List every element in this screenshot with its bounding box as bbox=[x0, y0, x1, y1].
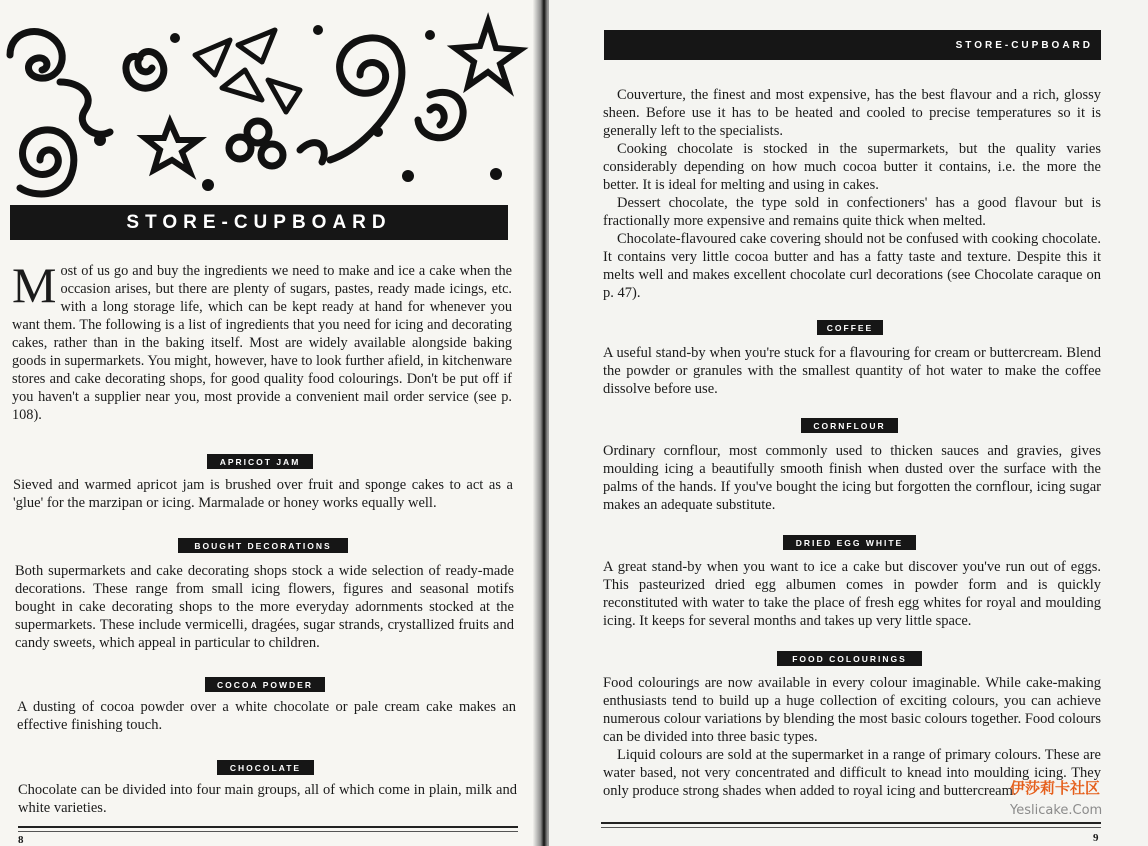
dot-icon bbox=[94, 134, 106, 146]
section-text-cornflour bbox=[603, 442, 1101, 514]
page-number-right: 9 bbox=[1093, 832, 1099, 844]
diamond-icon bbox=[195, 40, 230, 75]
section-heading-bought-decorations: BOUGHT DECORATIONS bbox=[178, 538, 348, 553]
paragraph-cornflour: Ordinary cornflour, most commonly used to thicken sauces and gravies, gives moulding icing a beautifully smooth finish when dusted over the surface with the palms of the hands. If you've bought the icing but forgotten the cornflour, icing sugar makes an adequate substitute. bbox=[603, 443, 1101, 513]
section-text-bought-decorations: Both supermarkets and cake decorating shops stock a wide selection of ready-made decorations. These range from small icing flowers, figures and seasonal motifs bought in cake decorating shops to the more everyday adornments stocked at the supermarkets. These include vermicelli, dragées, sugar strands, crystallized fruits and candy sweets, which appeal in particular to children. bbox=[15, 563, 514, 651]
paragraph-dessert-chocolate: Dessert chocolate, the type sold in confectioners' has a good flavour but is fractionally more expensive and remains quite thick when melted. bbox=[603, 195, 1101, 229]
left-page bbox=[0, 0, 541, 846]
paragraph-food-colourings: Food colourings are now available in every colour imaginable. While cake-making enthusiasts tend to build up a huge collection of exciting colours, you can achieve numerous colour variations by blending the most basic colours together. Food colours can be divided into three basic types. bbox=[603, 675, 1101, 745]
section-heading-chocolate: CHOCOLATE bbox=[217, 760, 314, 775]
footer-rule-right bbox=[601, 822, 1101, 824]
paragraph-couverture: Couverture, the finest and most expensive, has the best flavour and a rich, glossy sheen. Before use it has to be heated and cooled to precise temperatures so it is generally left to the specialists. bbox=[603, 87, 1101, 139]
section-text-chocolate: Chocolate can be divided into four main groups, all of which come in plain, milk and white varieties. bbox=[18, 782, 517, 816]
section-heading-dried-egg-white: DRIED EGG WHITE bbox=[783, 535, 916, 550]
paragraph-coffee: A useful stand-by when you're stuck for a flavouring for cream or buttercream. Blend the powder or granules with the smallest quantity of hot water to make the coffee dissolve before use. bbox=[603, 345, 1101, 397]
s-swirl-icon bbox=[60, 82, 110, 134]
footer-rule bbox=[18, 826, 518, 828]
watermark-site: Yeslicake.Com bbox=[1010, 803, 1103, 818]
page-number-left: 8 bbox=[18, 834, 24, 846]
drop-cap: M bbox=[12, 257, 57, 313]
heart-swirl-icon bbox=[126, 52, 164, 89]
spiral-swirl-icon bbox=[10, 32, 62, 79]
paragraph-liquid-colours: Liquid colours are sold at the supermarket in a range of primary colours. These are water based, not very concentrated and difficult to knead into moulding icing. They only produce strong shades when added to royal icing and buttercream. bbox=[603, 747, 1101, 799]
section-heading-cornflour: CORNFLOUR bbox=[801, 418, 898, 433]
section-text-cocoa-powder: A dusting of cocoa powder over a white chocolate or pale cream cake makes an effective finishing touch. bbox=[17, 699, 516, 733]
section-heading-coffee: COFFEE bbox=[817, 320, 883, 335]
section-text-coffee bbox=[603, 344, 1101, 398]
decorative-motifs bbox=[0, 0, 541, 200]
chocolate-types-text bbox=[603, 86, 1101, 302]
intro-text: ost of us go and buy the ingredients we need to make and ice a cake when the occasion arises, but there are plenty of sugars, pastes, ready made icings, etc. with a long storage life, which can be kept ready at hand for whenever you want them. The following is a list of ingredients that you need for icing and decorating cakes, rather than in the baking itself. Most are widely available alongside baking goods in supermarkets. You might, however, have to look further afield, in kitchenware stores and cake decorating shops, for good quality food colourings. Don't be put off if you haven't a supplier near you, most provide a convenient mail order service (see p. 108). bbox=[12, 263, 512, 423]
intro-paragraph bbox=[12, 257, 512, 424]
running-header: STORE-CUPBOARD bbox=[604, 30, 1101, 60]
watermark bbox=[1010, 779, 1102, 820]
watermark-chinese: 伊莎莉卡社区 bbox=[1010, 779, 1101, 797]
paragraph-cooking-chocolate: Cooking chocolate is stocked in the supermarkets, but the quality varies considerably depending on how much cocoa butter it contains, i.e. the more the better. It is ideal for melting and using in cakes. bbox=[603, 141, 1101, 193]
star-icon bbox=[145, 122, 198, 172]
section-heading-food-colourings: FOOD COLOURINGS bbox=[777, 651, 922, 666]
star-right-icon bbox=[455, 22, 520, 88]
section-heading-cocoa-powder: COCOA POWDER bbox=[205, 677, 325, 692]
section-text-dried-egg-white bbox=[603, 558, 1101, 630]
section-text-apricot-jam: Sieved and warmed apricot jam is brushed over fruit and sponge cakes to act as a 'glue' for the marzipan or icing. Marmalade or honey works equally well. bbox=[13, 477, 513, 511]
footer-rule-thin bbox=[18, 831, 518, 832]
paragraph-cake-covering: Chocolate-flavoured cake covering should not be confused with cooking chocolate. It contains very little cocoa butter and has a fatty taste and texture. Despite this it melts well and makes excellent chocolate curl decorations (see Chocolate caraque on p. 47). bbox=[603, 231, 1101, 301]
wave-icon bbox=[430, 107, 444, 125]
spiral-circle-icon bbox=[20, 130, 74, 194]
spiral-large-icon bbox=[330, 38, 402, 160]
page-title: STORE-CUPBOARD bbox=[10, 205, 508, 240]
footer-rule-thin-right bbox=[601, 827, 1101, 828]
section-heading-apricot-jam: APRICOT JAM bbox=[207, 454, 313, 469]
paragraph-dried-egg-white: A great stand-by when you want to ice a cake but discover you've run out of eggs. This pasteurized dried egg albumen comes in powder form and is quickly reconstituted with water to take the place of fresh egg whites for royal and moulding icing. It keeps for several months and takes up very little space. bbox=[603, 559, 1101, 629]
